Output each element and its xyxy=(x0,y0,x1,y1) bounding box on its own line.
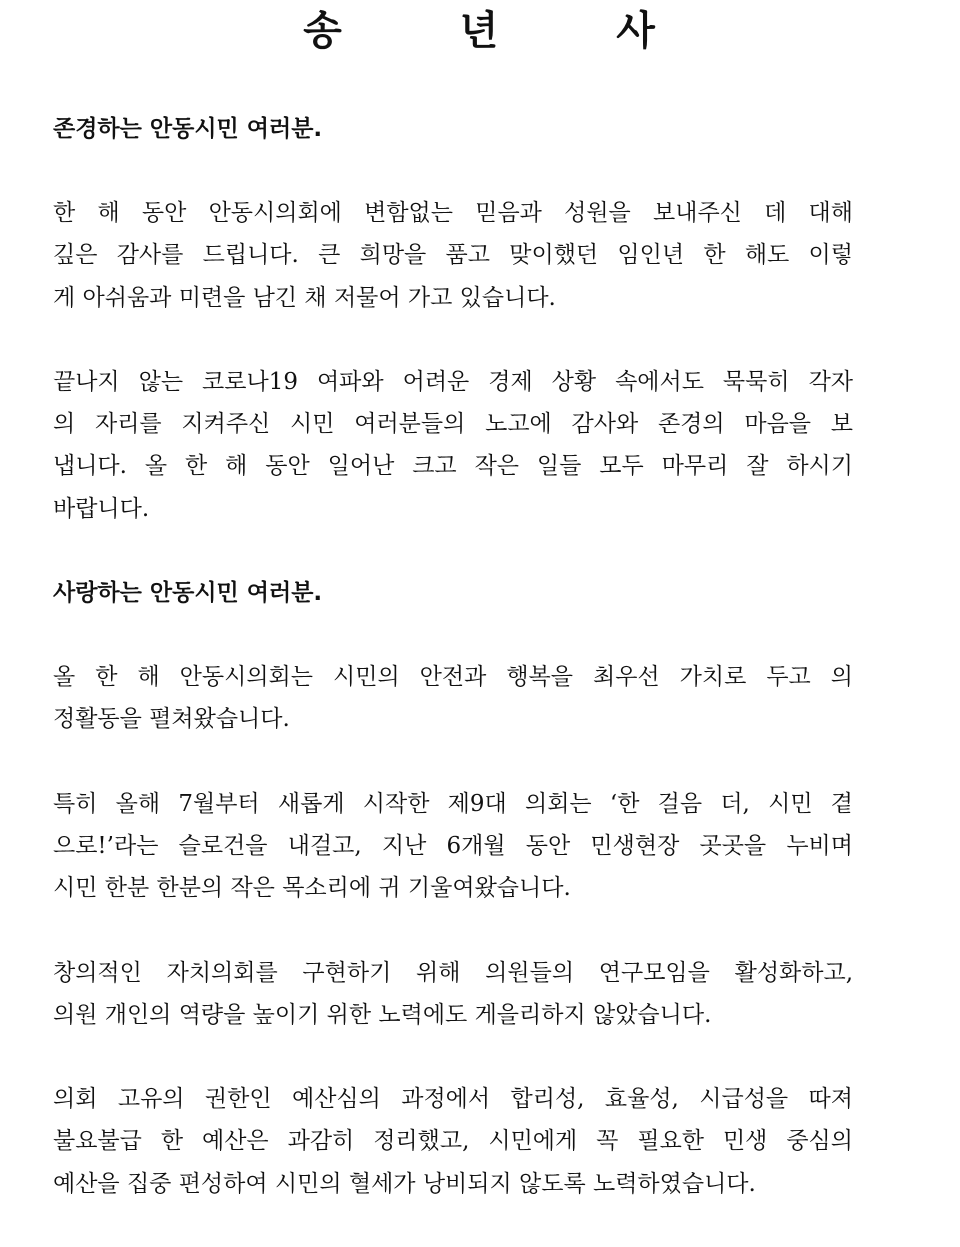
paragraph-covid xyxy=(53,361,853,530)
text-line: 예산을 집중 편성하여 시민의 혈세가 낭비되지 않도록 노력하였습니다. xyxy=(53,1170,756,1197)
text-line: 으로!’라는 슬로건을 내걸고, 지난 6개월 동안 민생현장 곳곳을 누비며 xyxy=(53,832,853,859)
paragraph-council-activity xyxy=(53,656,853,741)
paragraph-research-groups xyxy=(53,952,853,1037)
text-line: 의회 고유의 권한인 예산심의 과정에서 합리성, 효율성, 시급성을 따져 xyxy=(53,1086,853,1113)
paragraph-thanks xyxy=(53,192,853,319)
text-line: 의원 개인의 역량을 높이기 위한 노력에도 게을리하지 않았습니다. xyxy=(53,1001,712,1028)
text-line: 의 자리를 지켜주신 시민 여러분들의 노고에 감사와 존경의 마음을 보 xyxy=(53,411,853,438)
paragraph-ninth-council xyxy=(53,783,853,910)
paragraph-budget-review xyxy=(53,1078,853,1205)
text-line: 끝나지 않는 코로나19 여파와 어려운 경제 상황 속에서도 묵묵히 각자 xyxy=(53,368,853,395)
text-line: 깊은 감사를 드립니다. 큰 희망을 품고 맞이했던 임인년 한 해도 이렇 xyxy=(53,242,853,269)
text-line: 시민 한분 한분의 작은 목소리에 귀 기울여왔습니다. xyxy=(53,875,571,902)
text-line: 불요불급 한 예산은 과감히 정리했고, 시민에게 꼭 필요한 민생 중심의 xyxy=(53,1128,853,1155)
text-line: 올 한 해 안동시의회는 시민의 안전과 행복을 최우선 가치로 두고 의 xyxy=(53,664,853,691)
salutation-respected-citizens: 존경하는 안동시민 여러분. xyxy=(53,116,323,142)
text-line: 바랍니다. xyxy=(53,495,150,522)
text-line: 한 해 동안 안동시의회에 변함없는 믿음과 성원을 보내주신 데 대해 xyxy=(53,200,853,226)
text-line: 특히 올해 7월부터 새롭게 시작한 제9대 의회는 ‘한 걸음 더, 시민 곁 xyxy=(53,790,853,817)
text-line: 정활동을 펼쳐왔습니다. xyxy=(53,706,290,733)
text-line: 냅니다. 올 한 해 동안 일어난 크고 작은 일들 모두 마무리 잘 하시기 xyxy=(53,453,853,480)
document-body xyxy=(53,108,853,1247)
document-title: 송 년 사 xyxy=(303,8,657,54)
text-line: 창의적인 자치의회를 구현하기 위해 의원들의 연구모임을 활성화하고, xyxy=(53,959,853,986)
salutation-beloved-citizens: 사랑하는 안동시민 여러분. xyxy=(53,580,323,607)
text-line: 게 아쉬움과 미련을 남긴 채 저물어 가고 있습니다. xyxy=(53,284,556,311)
